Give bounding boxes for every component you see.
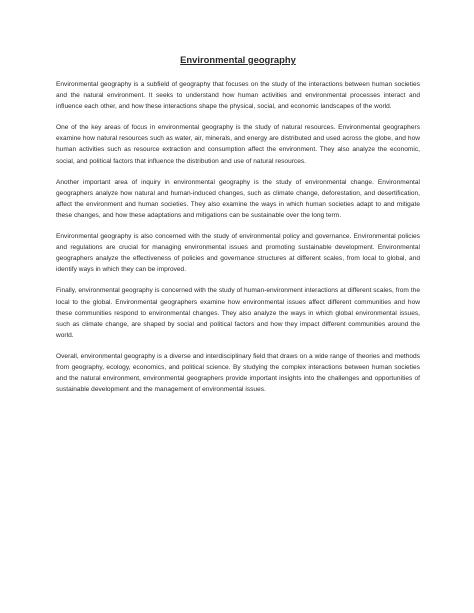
paragraph-environmental-change: Another important area of inquiry in environmental geography is the study of environmental change. Environmental geographers analyze how natural and human-induced changes, such as climate change, deforestation, and desertification, affect the environment and human societies. They also examine the ways in which human societies adapt to and mitigate these changes, and how these adaptations and mitigations can be sustainable over the long term. [56,178,420,219]
paragraph-human-environment: Finally, environmental geography is concerned with the study of human-environment interactions at different scales, from the local to the global. Environmental geographers examine how environmental issues affect different communities and how these communities respond to environmental changes. They also analyze the ways in which global environmental issues, such as climate change, are shaped by social and political factors and how they impact different communities around the world. [56,287,420,339]
document-title: Environmental geography [180,54,296,65]
paragraph-policy-governance: Environmental geography is also concerned with the study of environmental policy and governance. Environmental policies and regulations are crucial for managing environmental issues and promoting sustainable development. Environmental geographers analyze the effectiveness of policies and governance structures at different scales, from local to global, and identify ways in which they can be improved. [56,233,420,274]
paragraph-natural-resources: One of the key areas of focus in environmental geography is the study of natural resources. Environmental geographers examine how natural resources such as water, air, minerals, and energy are distributed and used across the globe, and how human activities such as resource extraction and consumption affect the environment. They also analyze the economic, social, and political factors that influence the distribution and use of natural resources. [56,124,420,165]
paragraph-conclusion: Overall, environmental geography is a diverse and interdisciplinary field that draws on a wide range of theories and methods from geography, ecology, economics, and political science. By studying the complex interactions between human societies and the natural environment, environmental geographers provide important insights into the challenges and opportunities of sustainable development and the management of environmental issues. [56,352,420,394]
document-body [56,54,420,405]
paragraph-intro: Environmental geography is a subfield of geography that focuses on the study of the interactions between human societies and the natural environment. It seeks to understand how human activities and environmental processes interact and influence each other, and how these interactions shape the physical, social, and economic landscapes of the world. [56,81,420,111]
